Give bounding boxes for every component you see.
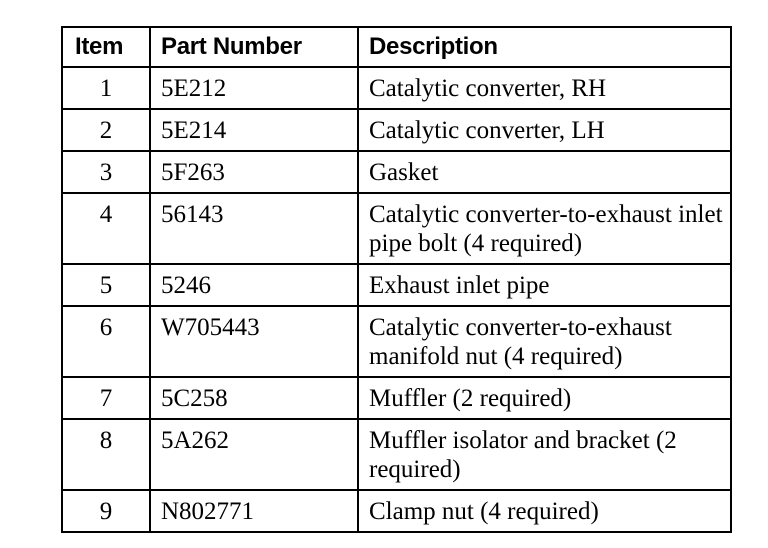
description: Catalytic converter, LH xyxy=(358,109,731,151)
table-row xyxy=(62,151,731,193)
item-number: 1 xyxy=(62,67,150,109)
item-number: 7 xyxy=(62,377,150,419)
parts-table xyxy=(61,26,732,533)
description: Muffler (2 required) xyxy=(358,377,731,419)
description: Clamp nut (4 required) xyxy=(358,490,731,532)
part-number: 56143 xyxy=(150,193,358,264)
item-number: 5 xyxy=(62,264,150,306)
part-number: 5246 xyxy=(150,264,358,306)
item-number: 8 xyxy=(62,419,150,490)
part-number: 5F263 xyxy=(150,151,358,193)
part-number: W705443 xyxy=(150,306,358,377)
item-number: 4 xyxy=(62,193,150,264)
table-row xyxy=(62,377,731,419)
header-item: Item xyxy=(62,27,150,67)
item-number: 3 xyxy=(62,151,150,193)
description: Catalytic converter, RH xyxy=(358,67,731,109)
part-number: N802771 xyxy=(150,490,358,532)
table-row xyxy=(62,306,731,377)
description: Muffler isolator and bracket (2 required) xyxy=(358,419,731,490)
part-number: 5E212 xyxy=(150,67,358,109)
table-row xyxy=(62,419,731,490)
part-number: 5C258 xyxy=(150,377,358,419)
table-row xyxy=(62,490,731,532)
description: Exhaust inlet pipe xyxy=(358,264,731,306)
description: Catalytic converter-to-exhaust manifold nut (4 required) xyxy=(358,306,731,377)
header-row xyxy=(62,27,731,67)
item-number: 9 xyxy=(62,490,150,532)
table-row xyxy=(62,67,731,109)
part-number: 5A262 xyxy=(150,419,358,490)
table-row xyxy=(62,193,731,264)
item-number: 2 xyxy=(62,109,150,151)
item-number: 6 xyxy=(62,306,150,377)
header-description: Description xyxy=(358,27,731,67)
table-row xyxy=(62,264,731,306)
table-row xyxy=(62,109,731,151)
description: Gasket xyxy=(358,151,731,193)
description: Catalytic converter-to-exhaust inlet pipe bolt (4 required) xyxy=(358,193,731,264)
part-number: 5E214 xyxy=(150,109,358,151)
header-part-number: Part Number xyxy=(150,27,358,67)
